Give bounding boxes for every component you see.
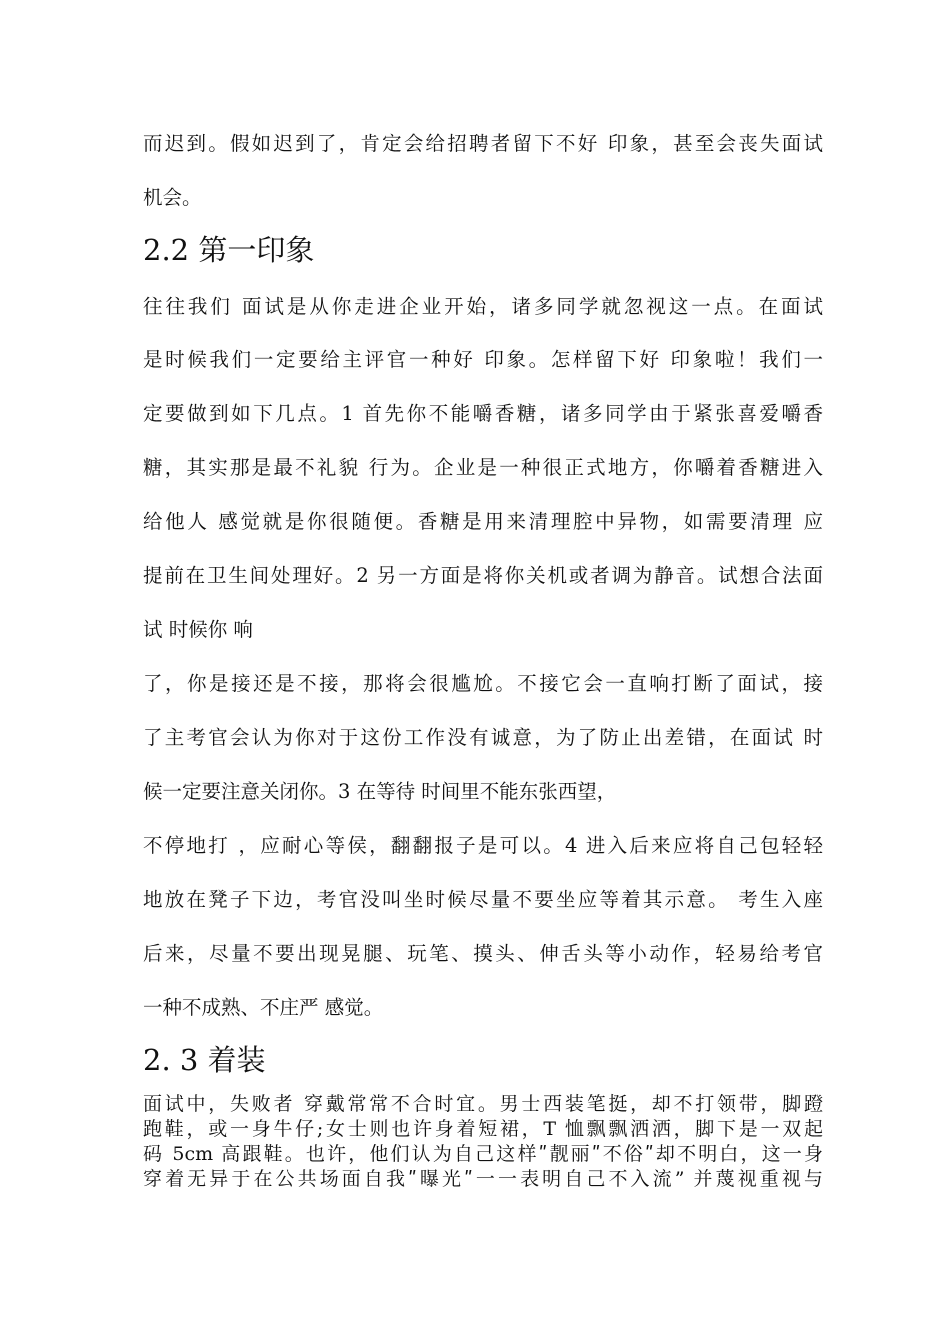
paragraph-line: 提前在卫生间处理好。2 另一方面是将你关机或者调为静音。试想合法面 <box>143 564 823 587</box>
paragraph-line: 面试中，失败者 穿戴常常不合时宜。男士西装笔挺，却不打领带，脚蹬 <box>143 1093 823 1115</box>
paragraph-line: 跑鞋，或一身牛仔;女士则也许身着短裙，T 恤飘飘洒洒，脚下是一双起 <box>143 1118 823 1140</box>
paragraph-line: 机会。 <box>143 186 202 209</box>
paragraph-line: 给他人 感觉就是你很随便。香糖是用来清理腔中异物，如需要清理 应 <box>143 510 823 533</box>
paragraph-line: 地放在凳子下边，考官没叫坐时候尽量不要坐应等着其示意。 考生入座 <box>143 888 823 911</box>
paragraph-line: 穿着无异于在公共场面自我ʺ曝光ʺ一一表明自己不入流” 并蔑视重视与 <box>143 1168 823 1190</box>
paragraph-line: 了，你是接还是不接，那将会很尴尬。不接它会一直响打断了面试，接 <box>143 672 823 695</box>
paragraph-line: 不停地打 ，应耐心等侯，翻翻报子是可以。4 进入后来应将自己包轻轻 <box>143 834 823 857</box>
paragraph-line: 而迟到。假如迟到了，肯定会给招聘者留下不好 印象，甚至会丧失面试 <box>143 132 823 155</box>
paragraph-line: 糖，其实那是最不礼貌 行为。企业是一种很正式地方，你嚼着香糖进入 <box>143 456 823 479</box>
section-heading: 2. 3 着装 <box>143 1043 266 1077</box>
paragraph-line: 了主考官会认为你对于这份工作没有诚意，为了防止出差错，在面试 时 <box>143 726 823 749</box>
paragraph-line: 后来，尽量不要出现晃腿、玩笔、摸头、伸舌头等小动作，轻易给考官 <box>143 942 823 965</box>
section-heading: 2.2 第一印象 <box>143 233 315 267</box>
paragraph-line: 试 时候你 响 <box>143 618 253 641</box>
paragraph-line: 往往我们 面试是从你走进企业开始，诸多同学就忽视这一点。在面试 <box>143 295 823 318</box>
paragraph-line: 码 5cm 高跟鞋。也许，他们认为自己这样ʺ靓丽ʺ不俗ʺ却不明白，这一身 <box>143 1143 823 1165</box>
paragraph-line: 是时候我们一定要给主评官一种好 印象。怎样留下好 印象啦！我们一 <box>143 348 823 371</box>
paragraph-line: 一种不成熟、不庄严 感觉。 <box>143 996 384 1019</box>
paragraph-line: 定要做到如下几点。1 首先你不能嚼香糖，诸多同学由于紧张喜爱嚼香 <box>143 402 823 425</box>
paragraph-line: 候一定要注意关闭你。3 在等待 时间里不能东张西望， <box>143 780 617 803</box>
